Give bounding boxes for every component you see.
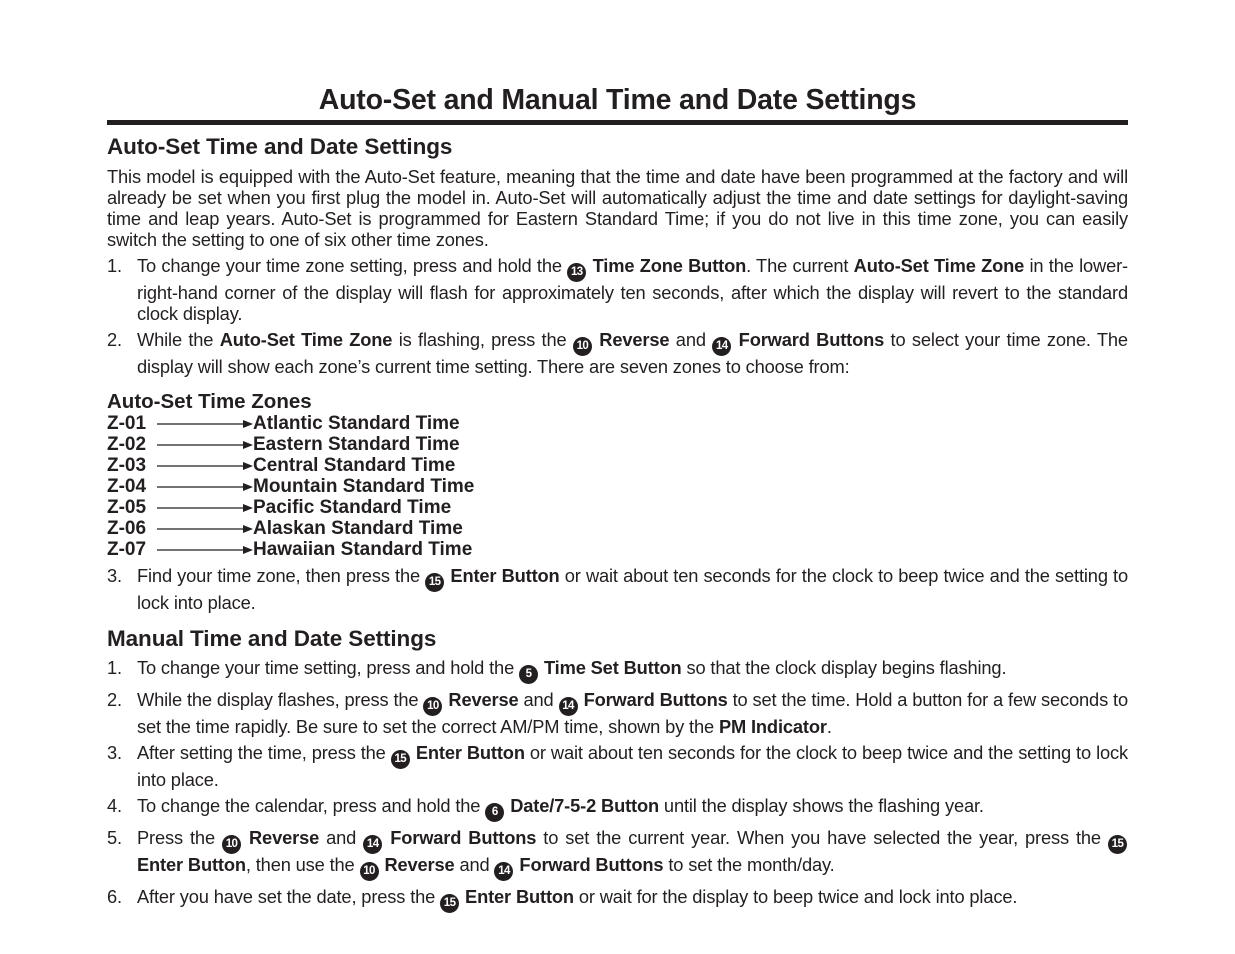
step-number: 1. <box>107 657 122 678</box>
pm-indicator-label: PM Indicator <box>718 716 827 737</box>
step-number: 3. <box>107 565 122 586</box>
forward-buttons-label: Forward Buttons <box>583 689 728 710</box>
zone-name: Central Standard Time <box>253 454 456 476</box>
text-run: Press the <box>137 827 222 848</box>
zone-code: Z-04 <box>107 475 147 497</box>
text-run: To change your time setting, press and hold the <box>137 657 520 678</box>
list-item <box>107 689 1128 737</box>
text-run: To change the calendar, press and hold the <box>137 795 486 816</box>
zones-heading: Auto-Set Time Zones <box>107 390 312 413</box>
list-item <box>107 742 1128 790</box>
text-run: so that the clock display begins flashing. <box>681 657 1007 678</box>
text-run: or wait for the display to beep twice and lock into place. <box>573 886 1018 907</box>
arrow-right-icon <box>155 524 253 534</box>
page-title: Auto-Set and Manual Time and Date Settings <box>107 84 1128 125</box>
zones-list <box>107 413 1128 560</box>
autoset-steps-continued <box>107 565 1128 613</box>
autoset-intro: This model is equipped with the Auto-Set feature, meaning that the time and date have been programmed at the factory and will already be set when you first plug the model in. Auto-Set will automatically adjust the time and date settings for daylight-saving time and leap years. Auto-Set is programmed for Eastern Standard Time; if you do not live in this time zone, you can easily switch the setting to one of six other time zones. <box>107 166 1128 250</box>
callout-15-icon: 15 <box>1108 835 1127 854</box>
enter-button-label: Enter Button <box>137 854 246 875</box>
zone-code: Z-01 <box>107 412 147 434</box>
autoset-heading: Auto-Set Time and Date Settings <box>107 134 453 159</box>
step-text <box>137 742 1128 790</box>
text-run: and <box>319 827 364 848</box>
text-run: to set the time. Hold a button for a few seconds to set the time rapidly. Be sure to set the correct AM/PM time, shown by the <box>137 689 1128 737</box>
zone-row <box>107 455 1128 476</box>
zone-code: Z-06 <box>107 517 147 539</box>
list-item <box>107 255 1128 324</box>
text-run: to select your time zone. The display will show each zone’s current time setting. There are seven zones to choose from: <box>137 329 1128 377</box>
callout-10-icon: 10 <box>222 835 241 854</box>
zone-code: Z-02 <box>107 433 147 455</box>
arrow-right-icon <box>155 440 253 450</box>
zone-code: Z-07 <box>107 538 147 560</box>
text-run: to set the month/day. <box>663 854 835 875</box>
zone-row <box>107 413 1128 434</box>
auto-set-time-zone-label: Auto-Set Time Zone <box>853 255 1025 276</box>
text-run: and <box>518 689 559 710</box>
step-number: 5. <box>107 827 122 848</box>
text-run: . <box>826 716 832 737</box>
zone-row <box>107 497 1128 518</box>
zone-code: Z-03 <box>107 454 147 476</box>
callout-6-icon: 6 <box>485 803 504 822</box>
zone-name: Pacific Standard Time <box>253 496 452 518</box>
reverse-button-label: Reverse <box>599 329 670 350</box>
text-run: is flashing, press the <box>392 329 573 350</box>
text-run: until the display shows the flashing year. <box>659 795 984 816</box>
text-run: Find your time zone, then press the <box>137 565 426 586</box>
callout-15-icon: 15 <box>440 894 459 913</box>
callout-10-icon: 10 <box>360 862 379 881</box>
text-run: or wait about ten seconds for the clock to beep twice and the setting to lock into place. <box>137 742 1128 790</box>
reverse-button-label: Reverse <box>448 689 519 710</box>
manual-steps <box>107 657 1128 913</box>
callout-10-icon: 10 <box>573 337 592 356</box>
text-run: and <box>454 854 495 875</box>
forward-buttons-label: Forward Buttons <box>519 854 664 875</box>
text-run: After setting the time, press the <box>137 742 391 763</box>
step-text <box>137 827 1128 881</box>
step-number: 6. <box>107 886 122 907</box>
arrow-right-icon <box>155 419 253 429</box>
step-text <box>137 689 1128 737</box>
list-item <box>107 329 1128 377</box>
callout-13-icon: 13 <box>567 263 586 282</box>
list-item <box>107 565 1128 613</box>
zone-name: Eastern Standard Time <box>253 433 460 455</box>
auto-set-time-zone-label: Auto-Set Time Zone <box>219 329 393 350</box>
step-text <box>137 657 1128 684</box>
text-run: and <box>669 329 713 350</box>
zone-code: Z-05 <box>107 496 147 518</box>
time-zone-button-label: Time Zone Button <box>592 255 747 276</box>
step-number: 1. <box>107 255 122 276</box>
text-run: To change your time zone setting, press and hold the <box>137 255 568 276</box>
zone-row <box>107 518 1128 539</box>
list-item <box>107 827 1128 881</box>
zone-row <box>107 434 1128 455</box>
enter-button-label: Enter Button <box>415 742 525 763</box>
text-run: After you have set the date, press the <box>137 886 441 907</box>
zone-row <box>107 476 1128 497</box>
callout-14-icon: 14 <box>712 337 731 356</box>
callout-15-icon: 15 <box>391 750 410 769</box>
text-run: . The current <box>746 255 854 276</box>
step-number: 3. <box>107 742 122 763</box>
enter-button-label: Enter Button <box>450 565 560 586</box>
enter-button-label: Enter Button <box>465 886 574 907</box>
callout-14-icon: 14 <box>363 835 382 854</box>
text-run: While the <box>137 329 220 350</box>
forward-buttons-label: Forward Buttons <box>738 329 885 350</box>
list-item <box>107 657 1128 684</box>
step-text <box>137 795 1128 822</box>
reverse-button-label: Reverse <box>249 827 320 848</box>
arrow-right-icon <box>155 545 253 555</box>
callout-10-icon: 10 <box>423 697 442 716</box>
step-number: 2. <box>107 689 122 710</box>
autoset-steps <box>107 255 1128 377</box>
callout-14-icon: 14 <box>559 697 578 716</box>
manual-heading: Manual Time and Date Settings <box>107 626 437 651</box>
zone-row <box>107 539 1128 560</box>
list-item <box>107 886 1128 913</box>
manual-page <box>107 84 1128 913</box>
time-set-button-label: Time Set Button <box>543 657 682 678</box>
text-run: , then use the <box>245 854 360 875</box>
date-button-label: Date/7-5-2 Button <box>510 795 659 816</box>
step-text <box>137 886 1128 913</box>
arrow-right-icon <box>155 503 253 513</box>
step-number: 2. <box>107 329 122 350</box>
reverse-button-label: Reverse <box>384 854 455 875</box>
zone-name: Alaskan Standard Time <box>253 517 463 539</box>
step-text <box>137 565 1128 613</box>
callout-14-icon: 14 <box>494 862 513 881</box>
forward-buttons-label: Forward Buttons <box>390 827 537 848</box>
text-run: While the display flashes, press the <box>137 689 424 710</box>
step-text <box>137 329 1128 377</box>
zone-name: Mountain Standard Time <box>253 475 475 497</box>
arrow-right-icon <box>155 482 253 492</box>
text-run: in the lower-right-hand corner of the display will flash for approximately ten seconds, after which the display will revert to the standard clock display. <box>137 255 1128 324</box>
zone-name: Hawaiian Standard Time <box>253 538 473 560</box>
step-text <box>137 255 1128 324</box>
zone-name: Atlantic Standard Time <box>253 412 460 434</box>
list-item <box>107 795 1128 822</box>
text-run: or wait about ten seconds for the clock to beep twice and the setting to lock into place. <box>137 565 1128 613</box>
text-run: to set the current year. When you have selected the year, press the <box>536 827 1108 848</box>
step-number: 4. <box>107 795 122 816</box>
arrow-right-icon <box>155 461 253 471</box>
callout-15-icon: 15 <box>425 573 444 592</box>
callout-5-icon: 5 <box>519 665 538 684</box>
